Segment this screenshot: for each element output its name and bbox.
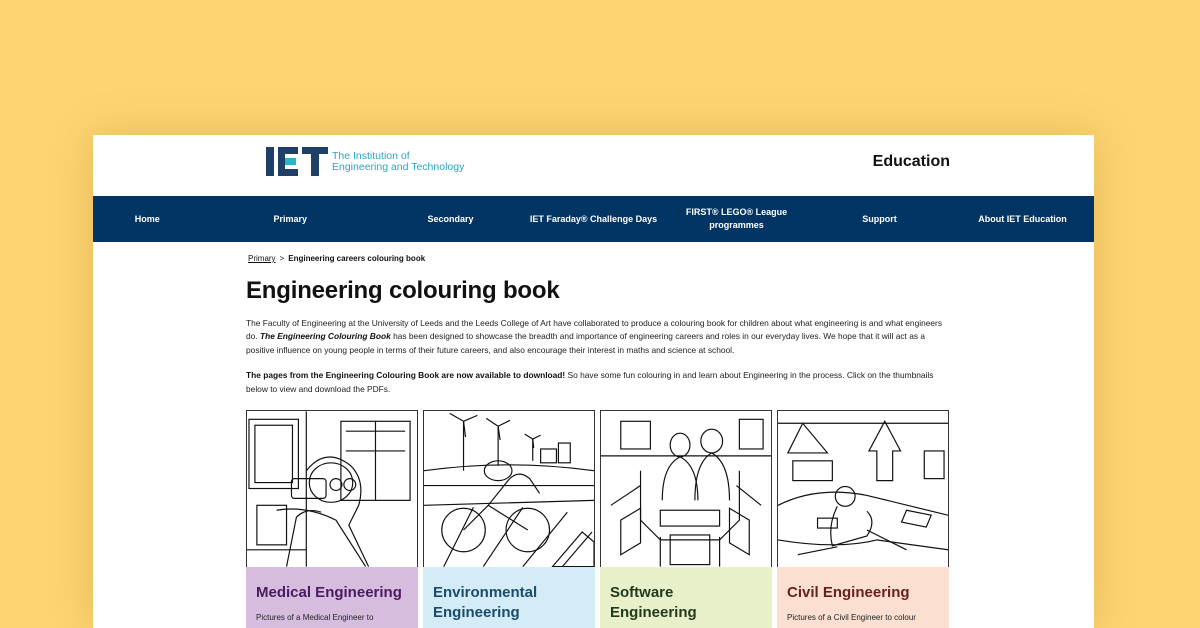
section-title[interactable]: Education xyxy=(872,153,950,170)
environmental-engineer-thumbnail[interactable] xyxy=(423,410,595,567)
card-title[interactable]: Environmental Engineering xyxy=(433,584,538,622)
breadcrumb xyxy=(248,254,952,263)
iet-logo-mark xyxy=(266,147,328,176)
logo-text-line1: The Institution of xyxy=(332,149,410,162)
nav-item-secondary[interactable]: Secondary xyxy=(427,213,474,224)
card-title[interactable]: Medical Engineering xyxy=(256,584,402,602)
card-title[interactable]: Software Engineering xyxy=(610,584,697,622)
card-title[interactable]: Civil Engineering xyxy=(787,584,910,602)
browser-page xyxy=(93,135,1094,628)
card-medical-engineering[interactable] xyxy=(246,410,418,628)
download-paragraph xyxy=(246,369,952,396)
nav-item-faraday[interactable]: IET Faraday® Challenge Days xyxy=(529,213,658,224)
colouring-cards xyxy=(246,410,952,628)
download-instructions: So have some fun colouring in and learn about Engineering in the process. Click on the thumbnails below to view and download the PDFs. xyxy=(246,370,934,394)
card-label xyxy=(777,567,949,628)
card-description: Pictures of a Medical Engineer to xyxy=(256,613,374,623)
intro-text-a: The Faculty of Engineering at the University of Leeds and the Leeds College of Art have collaborated to produce a colouring book for children about what engineering is and what engineers do. xyxy=(246,318,943,342)
breadcrumb-link-primary[interactable]: Primary xyxy=(248,254,276,263)
card-environmental-engineering[interactable] xyxy=(423,410,595,628)
main-nav xyxy=(93,196,1094,242)
book-title: The Engineering Colouring Book xyxy=(259,331,391,342)
card-label xyxy=(600,567,772,628)
intro-paragraph xyxy=(246,317,952,357)
page-title: Engineering colouring book xyxy=(246,277,560,304)
medical-engineer-thumbnail[interactable] xyxy=(246,410,418,567)
civil-engineer-thumbnail[interactable] xyxy=(777,410,949,567)
card-software-engineering[interactable] xyxy=(600,410,772,628)
nav-item-primary[interactable]: Primary xyxy=(273,213,308,224)
breadcrumb-current: Engineering careers colouring book xyxy=(288,254,426,263)
logo-text xyxy=(332,151,464,173)
software-engineer-thumbnail[interactable] xyxy=(600,410,772,567)
card-label xyxy=(246,567,418,628)
card-civil-engineering[interactable] xyxy=(777,410,949,628)
nav-item-support[interactable]: Support xyxy=(862,213,897,224)
nav-item-home[interactable]: Home xyxy=(134,213,160,224)
intro-text-b: has been designed to showcase the breadth and importance of engineering careers and roles in our everyday lives. We hope that it will act as a positive influence on young people in terms of their future careers, and also encourage their interest in maths and science at school. xyxy=(246,331,926,355)
breadcrumb-separator: > xyxy=(279,254,285,263)
nav-item-about[interactable]: About IET Education xyxy=(978,213,1067,224)
site-header xyxy=(93,135,1094,196)
nav-item-first-lego[interactable]: FIRST® LEGO® League programmes xyxy=(685,207,788,230)
download-announcement: The pages from the Engineering Colouring Book are now available to download! xyxy=(246,370,566,381)
logo-text-line2: Engineering and Technology xyxy=(332,160,465,173)
main-content xyxy=(93,254,1094,628)
card-description: Pictures of a Civil Engineer to colour xyxy=(787,613,916,623)
iet-logo[interactable] xyxy=(266,147,464,176)
card-label xyxy=(423,567,595,628)
